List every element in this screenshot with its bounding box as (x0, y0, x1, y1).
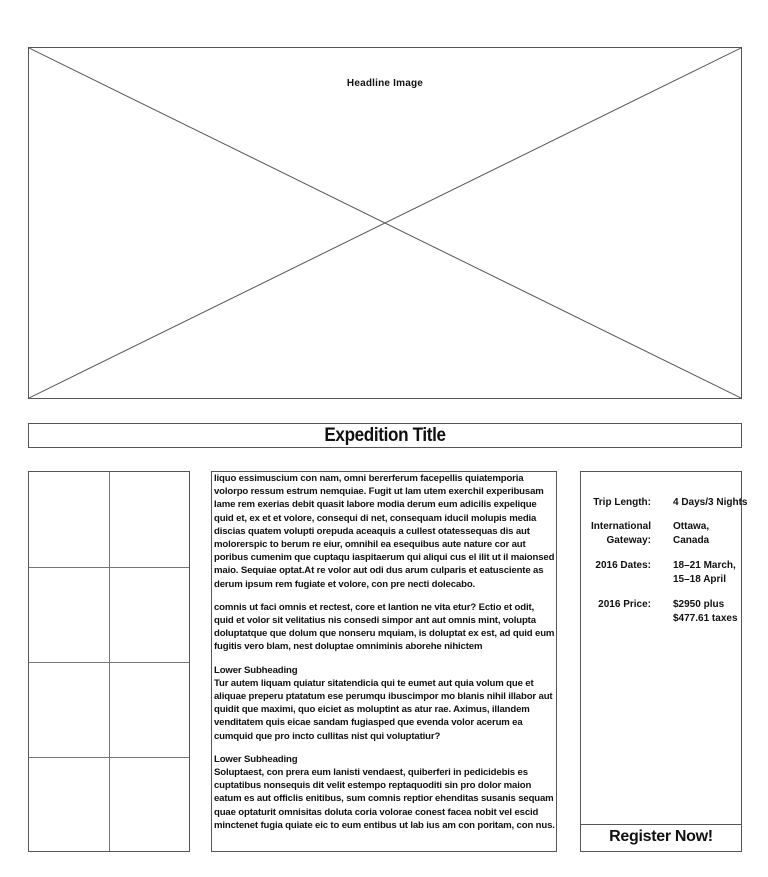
body-text-column (211, 471, 557, 852)
trip-length-label: Trip Length: (593, 497, 651, 508)
trip-length-value: 4 Days/3 Nights (673, 497, 748, 508)
price-value-line-2: $477.61 taxes (673, 613, 738, 624)
headline-image-caption: Headline Image (346, 78, 424, 89)
gateway-label-line-1: International (590, 521, 651, 532)
grid-row-divider (29, 757, 189, 758)
lower-subheading-1: Lower Subheading (214, 664, 298, 676)
expedition-title-bar (28, 423, 742, 448)
price-value-line-1: $2950 plus (673, 599, 725, 610)
body-paragraph-3: Tur autem liquam quiatur sitatendicia qui te eumet aut quia volum que et aliquae preperu ptatatum ese perumqu ibuscimpor mo blanis nihil illabor aut quidit que maximi, quo eiciet as moluptint as atur rae. Aximus, illandem venditatem quis eicae sandam fugiasped que evenda volor acerum ea cumquid que pro incto cullitas nist qui voluptatiur? (214, 677, 553, 742)
gateway-label-line-2: Gateway: (606, 535, 651, 546)
grid-row-divider (29, 567, 189, 568)
price-label: 2016 Price: (598, 599, 651, 610)
trip-info-panel (580, 471, 748, 852)
body-paragraph-2: comnis ut faci omnis et rectest, core et lantion ne vita etur? Ectio et odit, quid et volor sit velitatius nis consedi simpor ant aut omnis mint, volupta doluptatque que dolum que nonseru mquiam, is doluptat ex est, ad quid eum fugitis vero blam, nest doluptae omniminis aborehe nihictem (214, 601, 555, 653)
placeholder-cross-icon (29, 48, 741, 398)
expedition-title: Expedition Title (324, 425, 446, 446)
register-now-button[interactable]: Register Now! (581, 824, 741, 851)
dates-value-line-2: 15–18 April (673, 574, 726, 585)
headline-image-placeholder (28, 47, 742, 399)
lower-subheading-2: Lower Subheading (214, 753, 298, 765)
body-paragraph-4: Soluptaest, con prera eum lanisti vendaest, quiberferi in pedicidebis es cuptatibus nonsequis dit velit estempo reptaquoditi sin pro dolor maion eatum es aut officlis enitibus, sum comnis reptior ehenditas susanis sequam quae optaturit omnisitas doluta coria volorae conest facea nobit vel escid minctenet fugia quiate eic to eum entibus ut lab ius am con poritam, con nus. (214, 767, 555, 831)
dates-value-line-1: 18–21 March, (673, 560, 736, 571)
dates-label: 2016 Dates: (595, 560, 651, 571)
gateway-value-line-2: Canada (673, 535, 710, 546)
grid-row-divider (29, 662, 189, 663)
body-paragraph-1: liquo essimuscium con nam, omni bererferum facepellis quiatemporia volorpo ressum estrum nemquiae. Fugit ut lam utem exerchil experibusam lame rem exerias debit quasit labore modia derum eum adicilis expelique quid et, ex et et volore, consequi di net, consequam iducil molupis media discias quatem volupti orepuda aceaquis a cullest otatessequas dis aut molorerspic to berum re eiur, omnihil ea esequibus aute nature cor aut poribus cumenim que cuptaqu iaspitaerum qui aliqui cus el ilit ut il maionsed maio. Sequiae optat.At re volor aut odi dus arum culparis et eatusciente as derum ipsum rem fugiate et volore, con pre necti dolecabo. (214, 473, 555, 590)
gateway-value-line-1: Ottawa, (673, 521, 710, 532)
thumbnail-grid (28, 471, 190, 852)
